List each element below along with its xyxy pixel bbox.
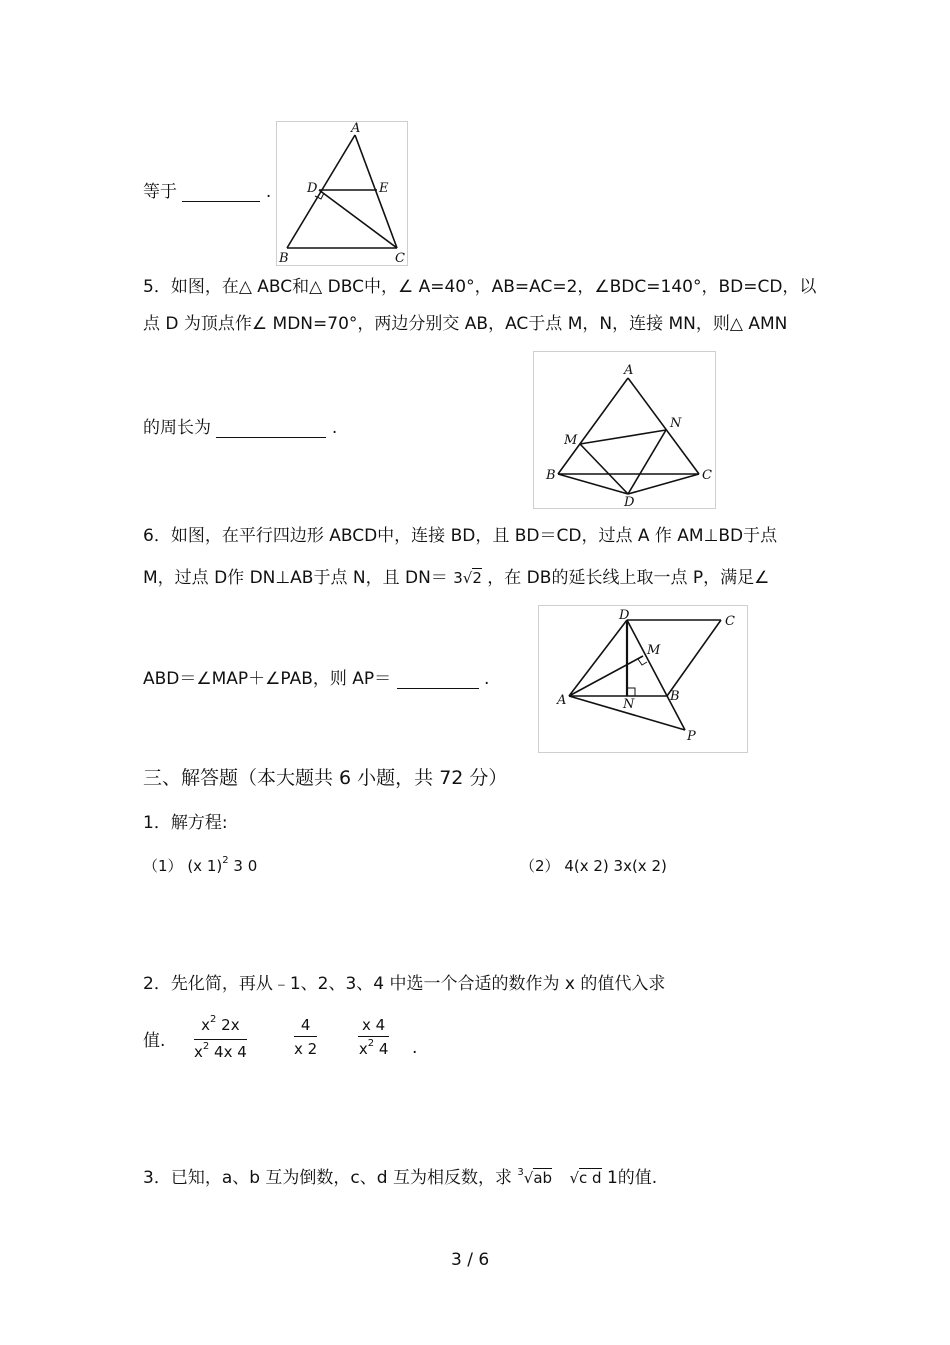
page-number: 3 / 6: [451, 1250, 490, 1270]
label-m: M: [647, 643, 661, 658]
label-c: C: [702, 468, 712, 483]
answer-blank: [397, 670, 479, 689]
fraction-3-denominator: [358, 1037, 389, 1064]
label-d: D: [307, 181, 318, 196]
q5-line2: 点 D 为顶点作∠ MDN=70°，两边分别交 AB，AC于点 M，N，连接 MN，则△ AMN: [143, 314, 788, 334]
term: x: [194, 1043, 203, 1061]
expr-base: (x 1): [187, 857, 223, 875]
q6-text-a: M，过点 D作 DN⊥AB于点 N，且 DN＝: [143, 568, 448, 588]
q4-text: 等于: [143, 182, 177, 202]
side-ab: [558, 378, 628, 474]
fraction-2-denominator: x 2: [294, 1040, 318, 1058]
exponent: 2: [367, 1038, 375, 1049]
root-symbol: √: [523, 1169, 534, 1187]
figure-parallelogram-abcd: [538, 605, 748, 753]
q5-line1: 5．如图，在△ ABC和△ DBC中，∠ A=40°，AB=AC=2，∠BDC=140°，BD=CD，以: [143, 277, 817, 297]
answer-blank: [216, 419, 326, 438]
side-bc: [667, 620, 721, 696]
line-dbp: [627, 620, 685, 730]
part-label: （2）: [520, 857, 560, 875]
label-b: B: [279, 251, 289, 265]
label-b: B: [546, 468, 556, 483]
square-root: [569, 1169, 601, 1187]
label-e: E: [379, 181, 389, 196]
fraction-1-numerator: [194, 1014, 247, 1040]
fraction-1-denominator: [194, 1040, 247, 1067]
label-n: N: [670, 416, 682, 431]
expr: 4(x 2) 3x(x 2): [564, 857, 667, 875]
q5-text: 的周长为: [143, 418, 211, 438]
fraction-2-numerator: 4: [294, 1014, 317, 1037]
s2-end: .: [412, 1038, 418, 1058]
term: x: [358, 1040, 368, 1058]
label-c: C: [395, 251, 405, 265]
sqrt-radicand: 2: [472, 569, 482, 587]
sqrt-expression: [453, 568, 482, 587]
s1-part2: [520, 856, 667, 876]
exponent: 2: [202, 1041, 210, 1052]
label-m: M: [564, 433, 578, 448]
right-angle-mark-m: [638, 659, 647, 665]
s3-line: [143, 1168, 657, 1191]
q6-text-b: ，在 DB的延长线上取一点 P，满足∠: [487, 568, 770, 588]
side-ac: [628, 378, 699, 474]
q4-tail: [143, 182, 271, 202]
segment-mn: [580, 430, 666, 444]
s3-tail: 1的值.: [601, 1168, 658, 1188]
q4-end: .: [265, 182, 272, 202]
cube-root: [517, 1169, 552, 1187]
figure-triangle-abc-de: [276, 121, 408, 266]
side-ac: [355, 135, 397, 248]
exponent: 2: [222, 855, 229, 866]
fraction-1: [194, 1014, 247, 1067]
q5-end: .: [331, 418, 338, 438]
root-radicand: ab: [533, 1169, 553, 1187]
q6-text-c: ABD＝∠MAP＋∠PAB，则 AP＝: [143, 669, 392, 689]
label-d: D: [624, 495, 635, 508]
root-symbol: √: [569, 1169, 580, 1187]
label-a: A: [557, 693, 567, 708]
side-da: [569, 620, 627, 696]
label-p: P: [687, 729, 696, 744]
label-d: D: [619, 608, 630, 623]
term: 2x: [216, 1016, 240, 1034]
q6-end: .: [483, 669, 490, 689]
answer-blank: [182, 183, 260, 202]
fraction-3: [358, 1014, 389, 1064]
label-a: A: [351, 122, 361, 136]
fraction-3-numerator: x 4: [358, 1014, 389, 1037]
q5-line3: [143, 418, 337, 438]
sqrt-symbol: √: [462, 569, 473, 587]
part-label: （1）: [143, 857, 183, 875]
exponent: 2: [210, 1014, 217, 1025]
right-angle-mark-n: [627, 688, 635, 696]
q6-line3: [143, 669, 489, 689]
section-heading: 三、解答题（本大题共 6 小题，共 72 分）: [143, 767, 508, 789]
s3-text: 3．已知，a、b 互为倒数，c、d 互为相反数，求: [143, 1168, 512, 1188]
q6-line1: 6．如图，在平行四边形 ABCD中，连接 BD，且 BD＝CD，过点 A 作 AM⊥BD于点: [143, 526, 778, 546]
q6-line2: [143, 568, 769, 588]
term: 4: [374, 1040, 389, 1058]
root-index: 3: [517, 1167, 524, 1178]
label-n: N: [623, 697, 635, 712]
s2-line1: 2．先化简，再从﹣1、2、3、4 中选一个合适的数作为 x 的值代入求: [143, 974, 666, 994]
label-b: B: [670, 689, 680, 704]
figure-triangle-amn: [533, 351, 716, 509]
s2-label: 值.: [143, 1031, 166, 1051]
expr-rest: 3 0: [228, 857, 258, 875]
label-a: A: [624, 363, 634, 378]
s1-title: 1．解方程:: [143, 813, 228, 833]
segment-am: [569, 656, 643, 696]
label-c: C: [725, 614, 735, 629]
segment-dc: [319, 190, 397, 248]
fraction-2: [294, 1014, 317, 1061]
s1-part1: [143, 856, 257, 879]
sqrt-coefficient: 3: [453, 569, 463, 587]
term: 4x 4: [209, 1043, 247, 1061]
term: x: [201, 1016, 211, 1034]
root-radicand: c d: [579, 1169, 602, 1187]
